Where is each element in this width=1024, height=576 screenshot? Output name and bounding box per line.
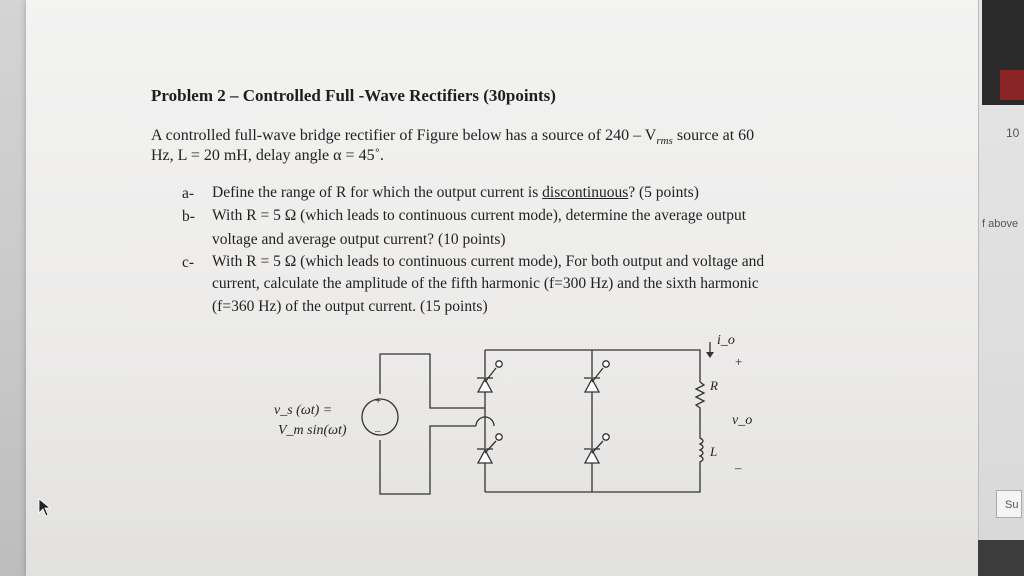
item-c-line2: current, calculate the amplitude of the fifth harmonic (f=300 Hz) and the sixth harmonic [212,275,759,292]
source-label-2: V_m sin(ωt) [278,423,347,438]
item-c-line3: (f=360 Hz) of the output current. (15 points) [212,298,488,315]
item-c-line1: With R = 5 Ω (which leads to continuous current mode), For both output and voltage and [212,253,765,270]
output-minus: – [735,460,742,475]
submit-button[interactable]: Su [996,490,1022,518]
side-text-above: f above [982,218,1019,230]
wire-source-top [380,354,485,408]
inductor-label: L [710,444,718,459]
problem-title: Problem 2 – Controlled Full -Wave Rectifiers (30points) [151,86,556,105]
item-a-text: Define the range of R for which the output current is discontinuous? (5 points) [212,184,699,201]
thyristor-s2 [585,450,599,463]
output-voltage-label: v_o [732,413,753,428]
item-b-line1: With R = 5 Ω (which leads to continuous current mode), determine the average output [212,207,747,224]
side-panel-badge [1000,70,1024,100]
resistor-label: R [710,378,718,393]
resistor [696,382,704,432]
source-minus: – [375,425,381,437]
side-panel-footer [978,540,1024,576]
mouse-cursor-icon [38,498,54,518]
side-number: 10 [1006,126,1020,140]
item-marker-c: c- [182,254,195,271]
rectifier-circuit-diagram [270,322,770,502]
source-label-1: v_s (ωt) = [274,403,333,418]
item-marker-a: a- [182,185,195,202]
item-marker-b: b- [182,208,195,225]
problem-intro-line2: Hz, L = 20 mH, delay angle α = 45˚. [151,147,384,164]
inductor [700,432,703,468]
thyristor-s4 [478,450,492,463]
output-plus: + [735,354,743,369]
item-b-line2: voltage and average output current? (10 points) [212,231,506,248]
current-label: i_o [717,333,735,348]
wire-source-bottom [380,426,476,494]
problem-intro-line1: A controlled full-wave bridge rectifier of Figure below has a source of $240 - V_{rms}$ source at 60 [151,127,755,148]
source-plus: + [375,395,382,407]
